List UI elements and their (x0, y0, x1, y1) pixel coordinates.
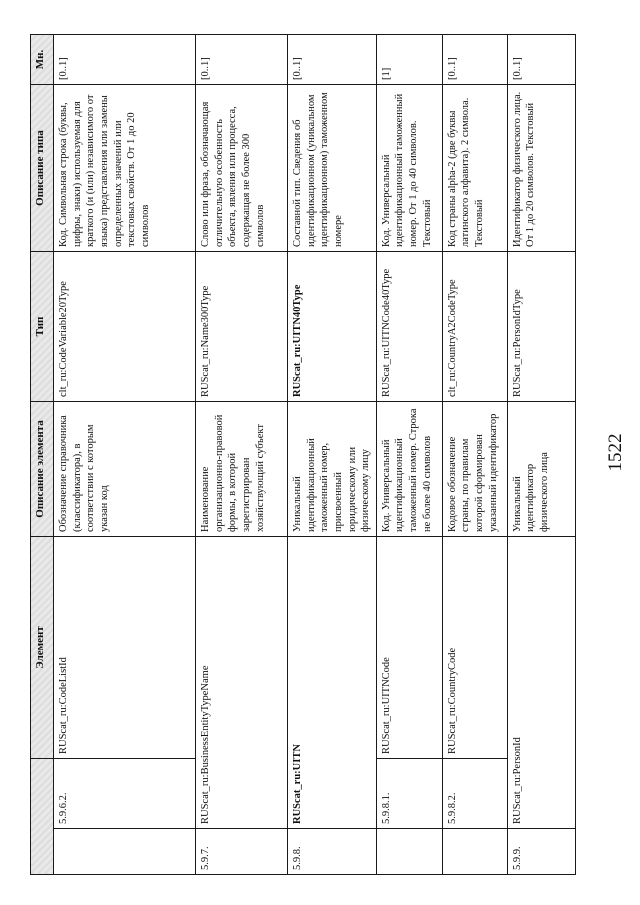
table-row (288, 35, 377, 875)
table-row (507, 35, 575, 875)
row-type-description: Составной тип. Сведения об идентификационном (уникальном идентификационном) таможенном номере (288, 85, 377, 252)
header-element-description: Описание элемента (31, 402, 54, 537)
row-outer-number (442, 829, 507, 875)
row-type-description: Код страны alpha-2 (две буквы латинского алфавита). 2 символа. Текстовый (442, 85, 507, 252)
row-multiplicity: [1] (376, 35, 442, 85)
table-row (196, 35, 288, 875)
row-type-description: Идентификатор физического лица. От 1 до 20 символов. Текстовый (507, 85, 575, 252)
header-number (31, 759, 54, 875)
row-number: 5.9.7. (196, 829, 288, 875)
row-multiplicity: [0..1] (54, 35, 196, 85)
header-type: Тип (31, 252, 54, 402)
row-number: 5.9.9. (507, 829, 575, 875)
row-type-description: Слово или фраза, обозначающая отличительную особенность объекта, явления или процесса, содержащая не более 300 символов (196, 85, 288, 252)
row-element: RUScat_ru:CodeListId (54, 537, 196, 759)
row-type-description: Код. Универсальный идентификационный таможенный номер. От 1 до 40 символов. Текстовый (376, 85, 442, 252)
header-multiplicity: Мн. (31, 35, 54, 85)
row-number: 5.9.8.1. (376, 759, 442, 829)
header-type-description: Описание типа (31, 85, 54, 252)
row-element: RUScat_ru:PersonId (507, 537, 575, 829)
row-element: RUScat_ru:UITNCode (376, 537, 442, 759)
row-element-description: Код. Универсальный идентификационный таможенный номер. Строка не более 40 символов (376, 402, 442, 537)
row-element-description: Кодовое обозначение страны, по правилам которой сформирован указанный идентификатор (442, 402, 507, 537)
table-row (54, 35, 196, 875)
row-type: RUScat_ru:UITNCode40Type (376, 252, 442, 402)
row-element: RUScat_ru:UITN (288, 537, 377, 829)
row-type-description: Код. Символьная строка (буквы, цифры, знаки) используемая для краткого (и (или) независимого от языка) представления или замены определенных значений или текстовых свойств. От 1 до 20 символов (54, 85, 196, 252)
row-outer-number (376, 829, 442, 875)
row-element: RUScat_ru:CountryCode (442, 537, 507, 759)
row-type: clt_ru:CountryA2CodeType (442, 252, 507, 402)
row-type: clt_ru:CodeVariable20Type (54, 252, 196, 402)
row-multiplicity: [0..1] (442, 35, 507, 85)
row-type: RUScat_ru:Name300Type (196, 252, 288, 402)
row-type: RUScat_ru:UITN40Type (288, 252, 377, 402)
page-number: 1522 (605, 433, 626, 472)
table-row (376, 35, 442, 875)
header-element: Элемент (31, 537, 54, 759)
row-type: RUScat_ru:PersonIdType (507, 252, 575, 402)
row-multiplicity: [0..1] (196, 35, 288, 85)
row-element: RUScat_ru:BusinessEntityTypeName (196, 537, 288, 829)
row-multiplicity: [0..1] (507, 35, 575, 85)
table-row (442, 35, 507, 875)
row-element-description: Уникальный идентификатор физического лица (507, 402, 575, 537)
table-header-row (31, 35, 54, 875)
row-number: 5.9.8. (288, 829, 377, 875)
row-element-description: Обозначение справочника (классификатора), в соответствии с которым указан код (54, 402, 196, 537)
specification-table (30, 34, 576, 875)
row-element-description: Уникальный идентификационный таможенный номер, присвоенный юридическому или физическому лицу (288, 402, 377, 537)
specification-table-container (30, 35, 608, 875)
row-outer-number (54, 829, 196, 875)
row-element-description: Наименование организационно-правовой формы, в которой зарегистрирован хозяйствующий субъект (196, 402, 288, 537)
row-number: 5.9.8.2. (442, 759, 507, 829)
row-multiplicity: [0..1] (288, 35, 377, 85)
row-number: 5.9.6.2. (54, 759, 196, 829)
